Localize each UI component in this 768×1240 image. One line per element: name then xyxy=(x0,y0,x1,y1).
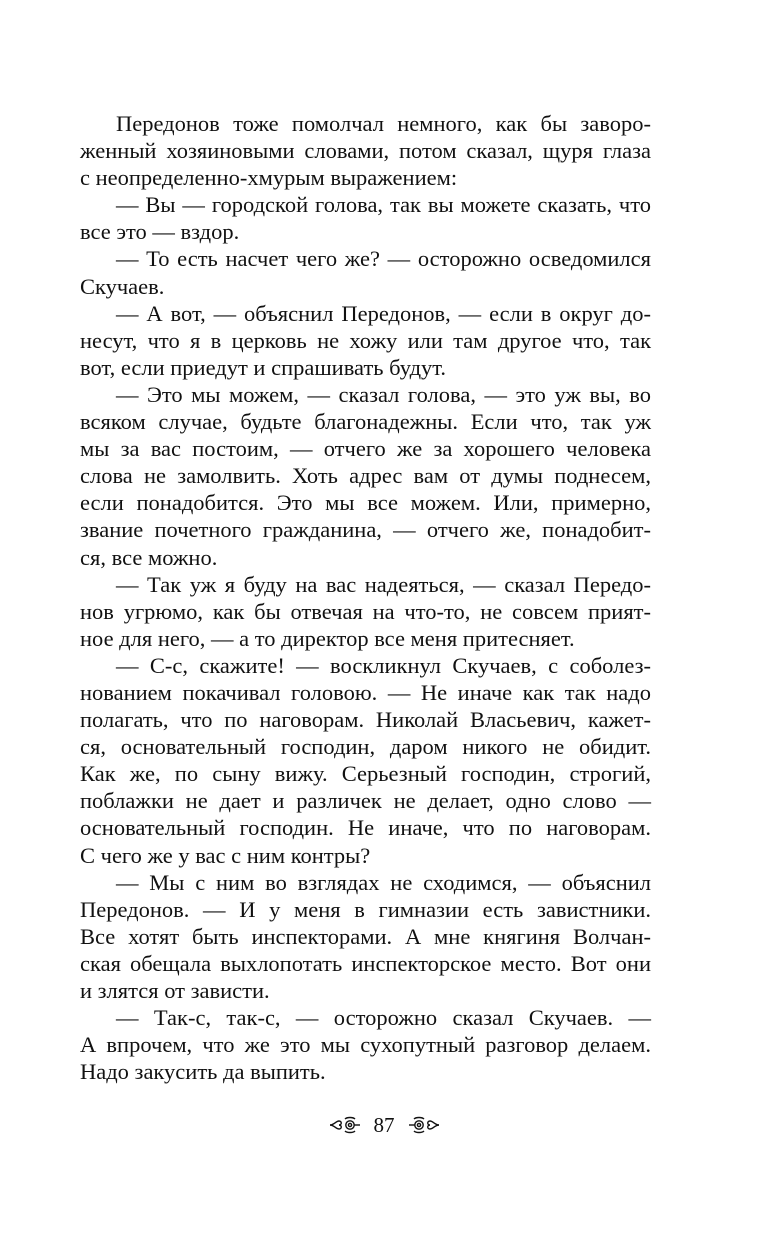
text-line: нованием покачивал головою. — Не иначе как так надо xyxy=(80,679,651,705)
text-line: поблажки не дает и различек не делает, одно слово — xyxy=(80,788,651,814)
text-line: — Так уж я буду на вас надеяться, — сказал Передо- xyxy=(116,571,651,597)
text-line: — А вот, — объяснил Передонов, — если в округ до- xyxy=(116,300,651,326)
text-line: ное для него, — а то директор все меня притесняет. xyxy=(80,625,575,651)
text-line: если понадобится. Это мы все можем. Или, примерно, xyxy=(80,490,651,516)
text-line: вот, если приедут и спрашивать будут. xyxy=(80,354,447,380)
text-line: основательный господин. Не иначе, что по наговорам. xyxy=(80,815,651,841)
page-footer xyxy=(0,1110,768,1140)
text-line: — Это мы можем, — сказал голова, — это уж вы, во xyxy=(116,381,651,407)
text-line: ся, все можно. xyxy=(80,544,218,570)
text-line: звание почетного гражданина, — отчего же, понадобит- xyxy=(80,517,651,543)
text-line: Все хотят быть инспекторами. А мне княгиня Волчан- xyxy=(80,923,651,949)
text-line: ская обещала выхлопотать инспекторское место. Вот они xyxy=(80,950,651,976)
text-line: А впрочем, что же это мы сухопутный разговор делаем. xyxy=(80,1032,651,1058)
text-line: нов угрюмо, как бы отвечая на что-то, не совсем прият- xyxy=(80,598,651,624)
text-line: — То есть насчет чего же? — осторожно осведомился xyxy=(116,246,651,272)
text-line: Как же, по сыну вижу. Серьезный господин, строгий, xyxy=(80,761,651,787)
text-line: женный хозяиновыми словами, потом сказал, щуря глаза xyxy=(80,138,651,164)
text-line: — Так-с, так-с, — осторожно сказал Скучаев. — xyxy=(116,1005,651,1031)
text-line: всяком случае, будьте благонадежны. Если что, так уж xyxy=(80,409,651,435)
text-line: Передонов. — И у меня в гимназии есть завистники. xyxy=(80,896,651,922)
text-line: и злятся от зависти. xyxy=(80,978,270,1003)
body-text xyxy=(80,110,651,1085)
text-line: Надо закусить да выпить. xyxy=(80,1059,326,1085)
text-line: все это — вздор. xyxy=(80,219,240,245)
text-line: мы за вас постоим, — отчего же за хорошего человека xyxy=(80,436,651,462)
text-line: несут, что я в церковь не хожу или там другое что, так xyxy=(80,327,651,353)
right-ornament-icon xyxy=(407,1114,441,1136)
text-line: с неопределенно-хмурым выражением: xyxy=(80,165,458,191)
text-line: — Вы — городской голова, так вы можете сказать, что xyxy=(116,192,651,218)
text-line: Передонов тоже помолчал немного, как бы заворо- xyxy=(116,111,651,136)
text-line: — Мы с ним во взглядах не сходимся, — объяснил xyxy=(116,869,651,895)
text-line: С чего же у вас с ним контры? xyxy=(80,842,371,868)
text-line: слова не замолвить. Хоть адрес вам от думы поднесем, xyxy=(80,463,651,489)
text-line: Скучаев. xyxy=(80,273,165,299)
text-line: ся, основательный господин, даром никого не обидит. xyxy=(80,734,651,760)
text-line: — С-с, скажите! — воскликнул Скучаев, с соболез- xyxy=(116,652,651,678)
left-ornament-icon xyxy=(328,1114,362,1136)
text-line: полагать, что по наговорам. Николай Власьевич, кажет- xyxy=(80,707,651,733)
page-number: 87 xyxy=(373,1113,395,1137)
